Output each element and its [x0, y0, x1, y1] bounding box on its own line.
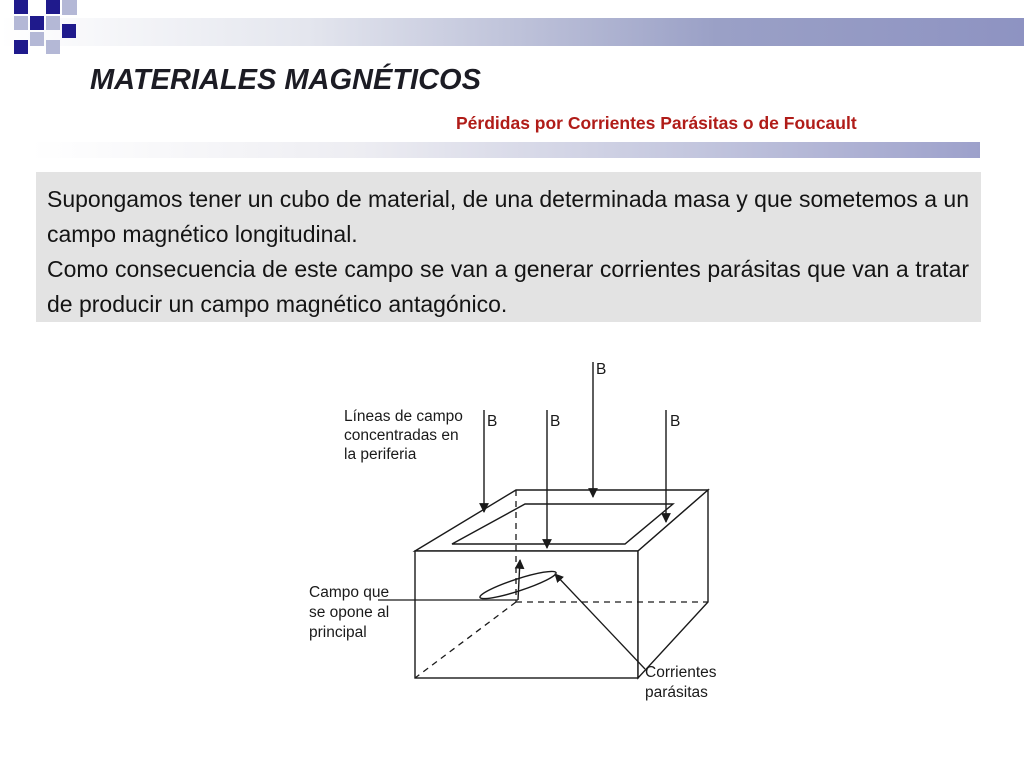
deco-square-6	[46, 16, 60, 30]
label-opposing-field-3: principal	[309, 624, 367, 641]
field-label-left: B	[487, 413, 498, 430]
label-field-lines-2: concentradas en	[344, 427, 459, 444]
cube-front-face	[415, 551, 638, 678]
label-eddy-currents-2: parásitas	[645, 684, 708, 701]
title-divider	[30, 142, 980, 158]
deco-square-9	[14, 40, 28, 54]
page-title: MATERIALES MAGNÉTICOS	[90, 64, 481, 96]
deco-square-4	[14, 16, 28, 30]
paragraph-2: Como consecuencia de este campo se van a generar corrientes parásitas que van a tratar de producir un campo magnético antagónico.	[47, 256, 969, 317]
deco-square-8	[30, 32, 44, 46]
label-field-lines-3: la periferia	[344, 446, 417, 463]
field-label-center: B	[550, 413, 561, 430]
cube-diagram	[290, 352, 760, 712]
deco-square-2	[46, 0, 60, 14]
label-field-lines-1: Líneas de campo	[344, 408, 463, 425]
label-opposing-field-2: se opone al	[309, 604, 390, 621]
paragraph-1: Supongamos tener un cubo de material, de una determinada masa y que sometemos a un campo magnético longitudinal.	[47, 186, 969, 247]
header-band	[0, 18, 1024, 46]
deco-square-1	[14, 0, 28, 14]
label-eddy-currents-1: Corrientes	[645, 664, 717, 681]
label-opposing-field-1: Campo que	[309, 584, 390, 601]
deco-square-7	[62, 24, 76, 38]
field-label-right: B	[670, 413, 681, 430]
deco-square-10	[46, 40, 60, 54]
page-subtitle: Pérdidas por Corrientes Parásitas o de Foucault	[456, 113, 857, 133]
field-label-top: B	[596, 361, 607, 378]
deco-square-3	[62, 0, 77, 15]
deco-square-5	[30, 16, 44, 30]
